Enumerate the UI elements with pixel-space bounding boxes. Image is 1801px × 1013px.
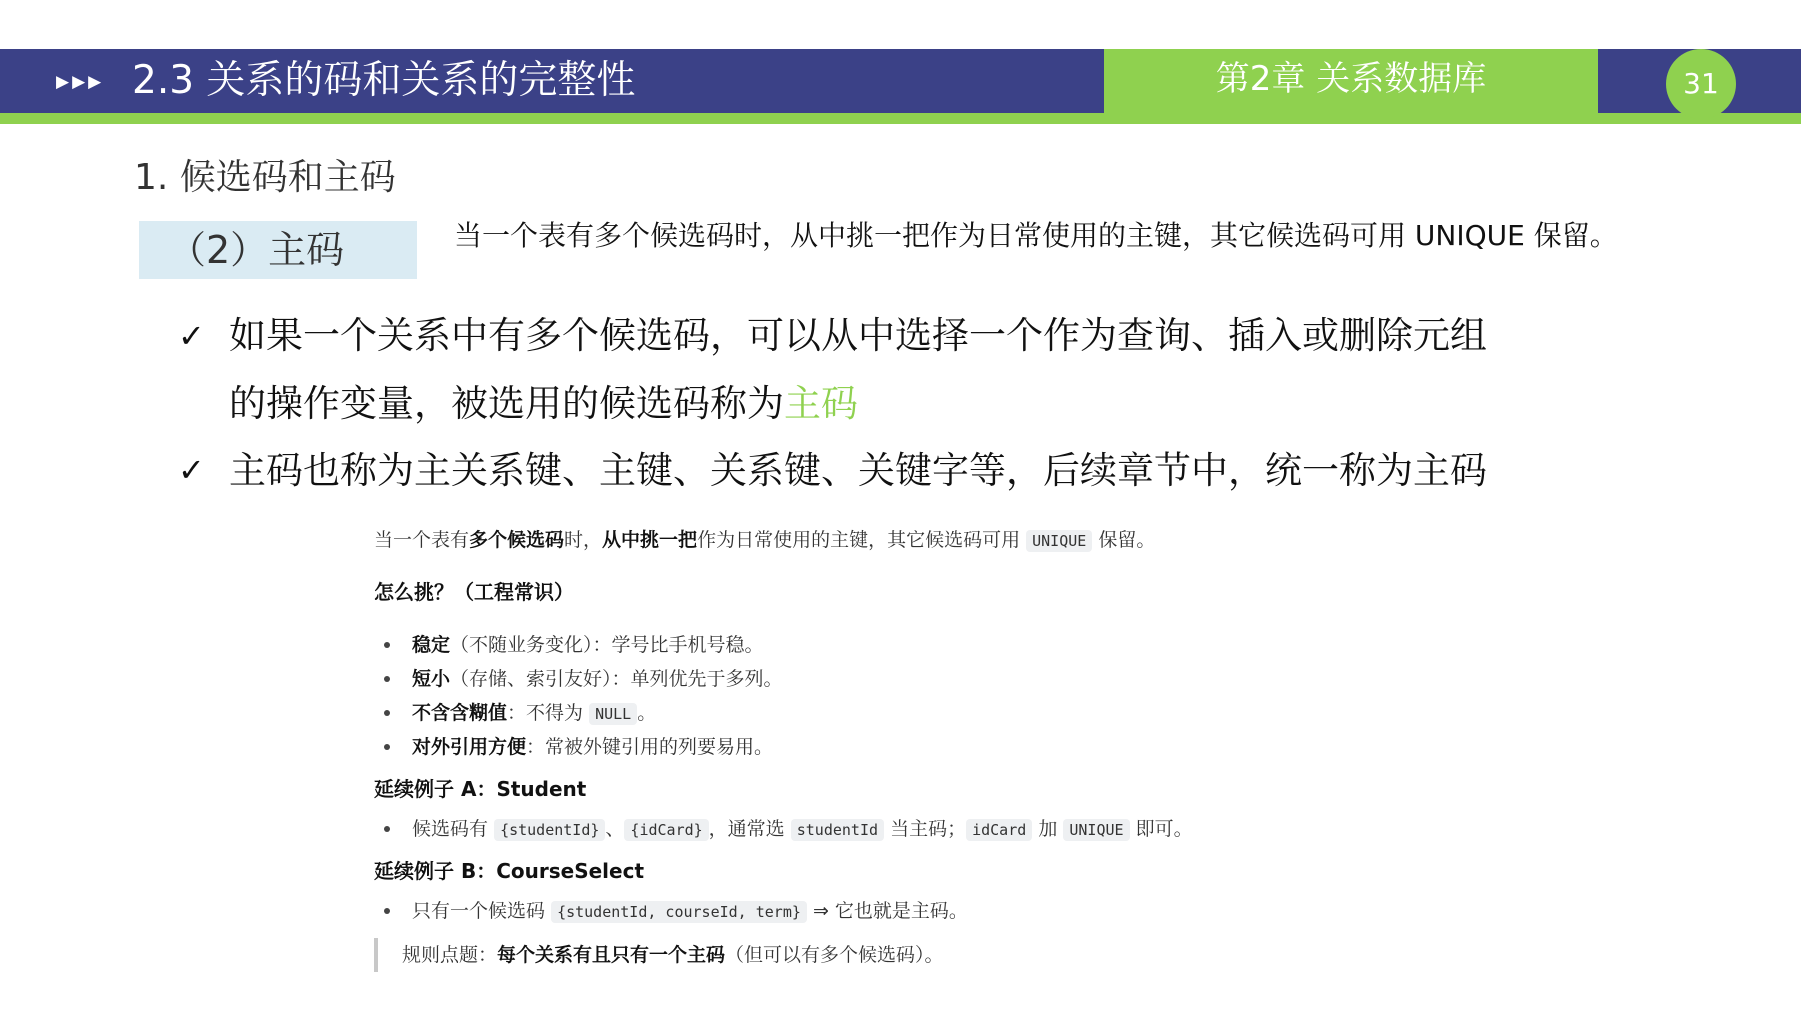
rule-callout	[402, 941, 944, 969]
example-b-text: 只有一个候选码	[412, 900, 546, 922]
intro-bold-2: 从中挑一把	[602, 529, 698, 551]
primary-key-highlight: 主码	[784, 382, 858, 425]
tip-code: NULL	[589, 703, 637, 725]
key-note: 当一个表有多个候选码时，从中挑一把作为日常使用的主键，其它候选码可用 UNIQUE 保留。	[454, 219, 1618, 252]
rule-bold: 每个关系有且只有一个主码	[497, 944, 726, 966]
example-a-code: idCard	[966, 819, 1032, 841]
example-b-item	[412, 897, 968, 926]
example-a-text: ，通常选	[708, 818, 785, 840]
bullet-dot	[384, 710, 390, 716]
example-b-text: ⇒ 它也就是主码。	[812, 900, 968, 922]
tip-term: 稳定	[412, 634, 451, 656]
example-a-code: {idCard}	[624, 819, 708, 841]
check-icon: ✓	[178, 451, 205, 489]
tip-text: （不随业务变化）：学号比手机号稳。	[450, 634, 764, 656]
bullet-1-line-2	[229, 379, 858, 429]
intro-text-2: 时，	[564, 529, 603, 551]
intro-code: UNIQUE	[1026, 530, 1092, 552]
bullet-dot	[384, 642, 390, 648]
example-a-text: 候选码有	[412, 818, 489, 840]
triple-arrow-icon: ▶▶▶	[56, 72, 105, 92]
page-number: 31	[1683, 67, 1719, 100]
chapter-label: 第2章 关系数据库	[1215, 59, 1487, 99]
bullet-2: 主码也称为主关系键、主键、关系键、关键字等，后续章节中，统一称为主码	[229, 449, 1487, 492]
example-a-item	[412, 815, 1193, 844]
sub-label: （2）主码	[168, 228, 345, 272]
screenshot-intro	[374, 526, 1155, 555]
bullet-dot	[384, 744, 390, 750]
example-a-text: 加	[1038, 818, 1058, 840]
bullet-dot	[384, 676, 390, 682]
intro-text-3: 作为日常使用的主键，其它候选码可用	[697, 529, 1021, 551]
bullet-dot	[384, 826, 390, 832]
tip-item	[412, 699, 656, 728]
rule-label: 规则点题：	[402, 944, 498, 966]
example-a-code: {studentId}	[494, 819, 605, 841]
how-to-pick-heading: 怎么挑？（工程常识）	[374, 580, 574, 604]
tip-term: 短小	[412, 668, 451, 690]
tip-term: 不含含糊值	[412, 702, 508, 724]
tip-tail: 。	[637, 702, 657, 724]
slide-title: 2.3 关系的码和关系的完整性	[132, 58, 636, 103]
rule-text: （但可以有多个候选码）。	[725, 944, 944, 966]
intro-text-1: 当一个表有	[374, 529, 470, 551]
tip-item	[412, 733, 773, 761]
check-icon: ✓	[178, 317, 205, 355]
bullet-1-prefix: 的操作变量，被选用的候选码称为	[229, 382, 784, 425]
tip-term: 对外引用方便	[412, 736, 527, 758]
example-a-text: 、	[605, 818, 625, 840]
intro-text-4: 保留。	[1098, 529, 1156, 551]
tip-item	[412, 631, 764, 659]
example-a-text: 即可。	[1135, 818, 1193, 840]
example-a-text: 当主码；	[890, 818, 967, 840]
example-a-code: studentId	[791, 819, 884, 841]
example-a-code: UNIQUE	[1063, 819, 1129, 841]
tip-item	[412, 665, 783, 693]
example-b-code: {studentId, courseId, term}	[551, 901, 807, 923]
bullet-1-line-1: 如果一个关系中有多个候选码，可以从中选择一个作为查询、插入或删除元组	[229, 314, 1487, 357]
tip-text: （存储、索引友好）：单列优先于多列。	[450, 668, 783, 690]
blockquote-bar	[374, 938, 378, 972]
bullet-dot	[384, 908, 390, 914]
section-heading: 1. 候选码和主码	[134, 157, 396, 198]
tip-text: ：不得为	[507, 702, 584, 724]
example-b-heading: 延续例子 B：CourseSelect	[374, 859, 644, 883]
tip-text: ：常被外键引用的列要易用。	[526, 736, 774, 758]
example-a-heading: 延续例子 A：Student	[374, 777, 587, 801]
intro-bold-1: 多个候选码	[469, 529, 565, 551]
